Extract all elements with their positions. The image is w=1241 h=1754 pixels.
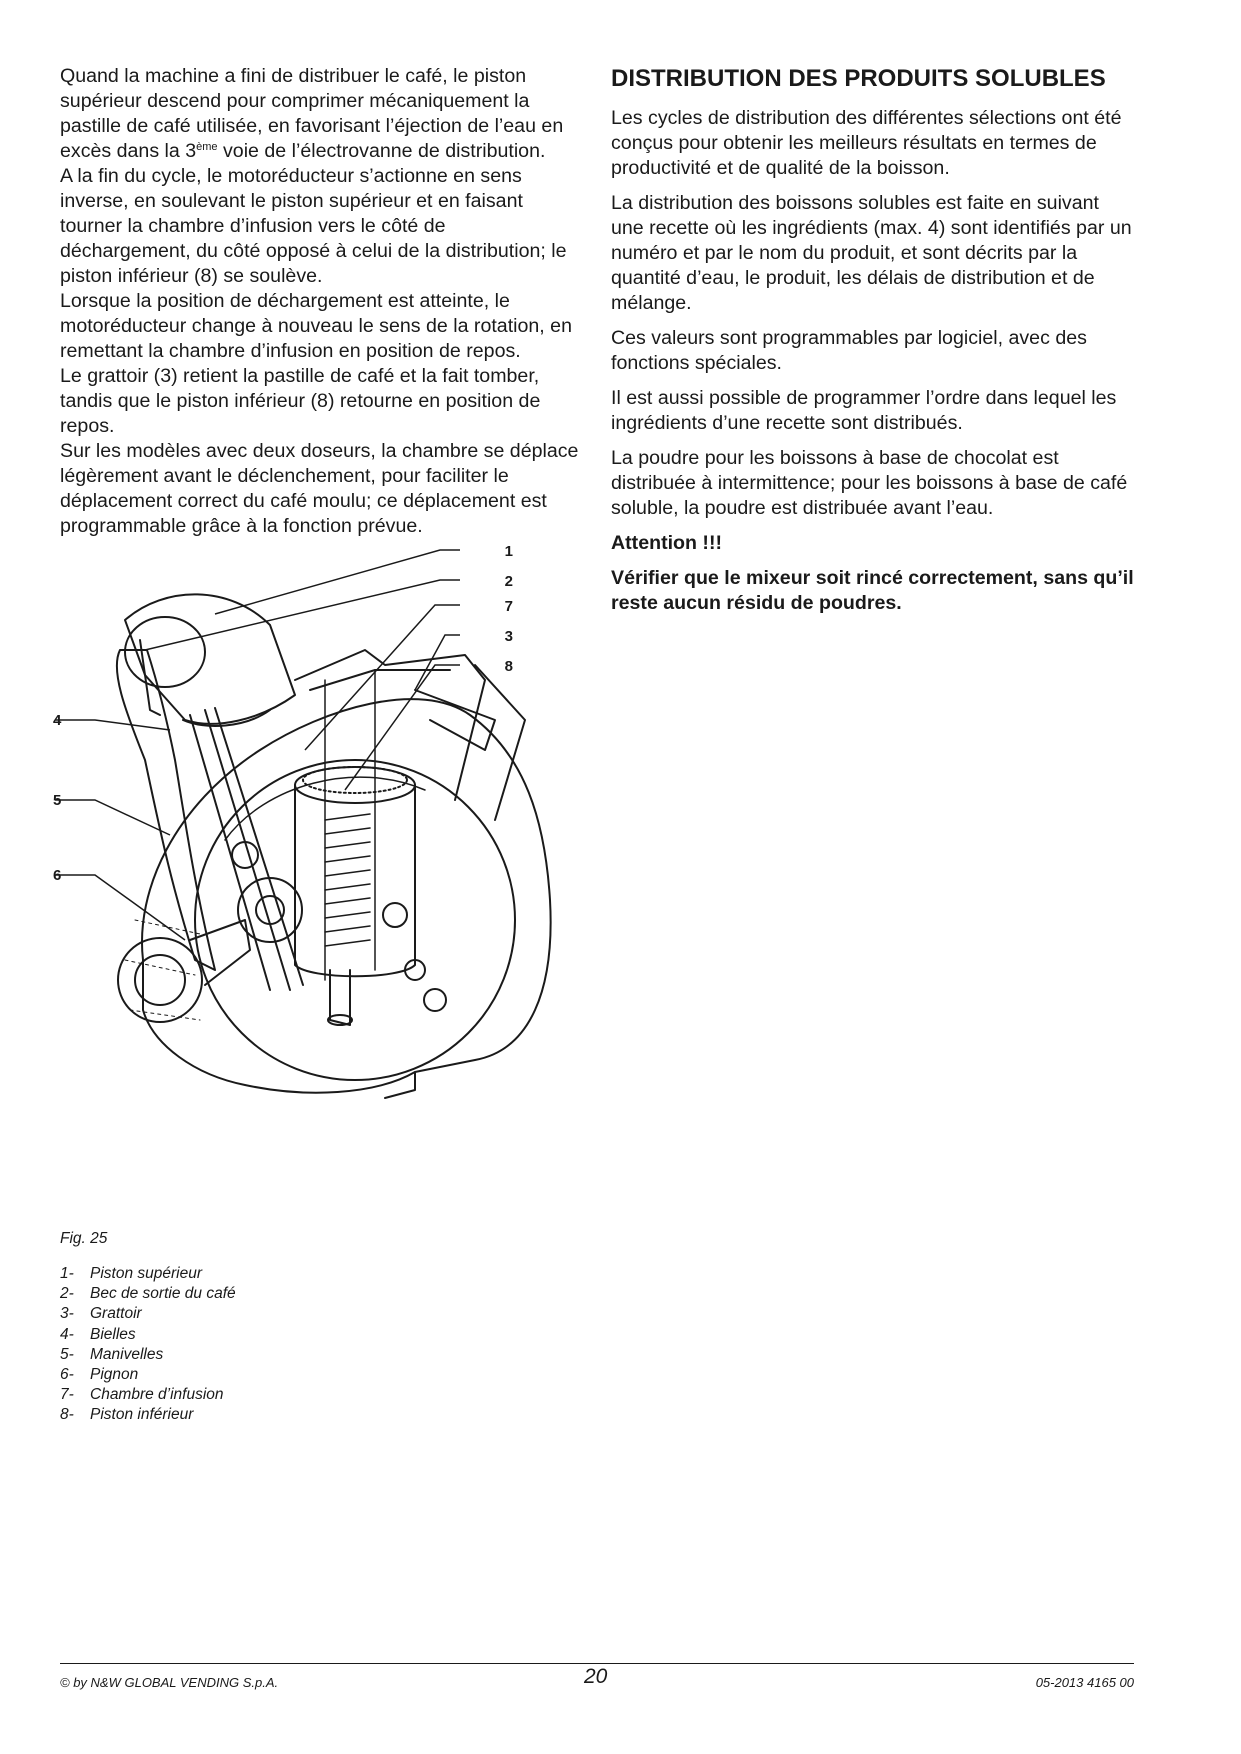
legend-item: 3- Grattoir [60, 1305, 142, 1323]
page-number: 20 [584, 1665, 608, 1688]
legend-item: 1- Piston supérieur [60, 1265, 203, 1282]
paragraph-recipe: La distribution des boissons solubles est faite en suivant une recette où les ingrédients (max. 4) sont identifiés par un numéro et par le nom du produit, et sont décrits par la quantité d’eau, le produit, les délais de distribution et de mélange. [611, 192, 1132, 314]
legend-item: 5- Manivelles [60, 1345, 164, 1363]
figure-legend [60, 1264, 236, 1426]
legend-item: 2- Bec de sortie du café [60, 1285, 236, 1303]
attention-label: Attention !!! [611, 532, 722, 554]
paragraph-two-doser: Sur les modèles avec deux doseurs, la chambre se déplace légèrement avant le déclenchement, pour faciliter le déplacement correct du café moulu; ce déplacement est programmable grâce à la fonction prévue. [60, 440, 579, 537]
paragraph-cycle-end: A la fin du cycle, le motoréducteur s’actionne en sens inverse, en soulevant le piston supérieur et en faisant tourner la chambre d’infusion vers le côté de déchargement, du côté opposé à celui de la distribution; le piston inférieur (8) se soulève. [60, 165, 567, 287]
callout-7: 7 [504, 598, 513, 615]
paragraph-cycles: Les cycles de distribution des différentes sélections ont été conçus pour obtenir les meilleurs résultats en termes de productivité et de qualité de la boisson. [611, 107, 1122, 179]
callout-3: 3 [504, 628, 513, 645]
legend-item: 7- Chambre d’infusion [60, 1386, 224, 1404]
superscript: ème [196, 141, 218, 153]
right-text-column [611, 64, 1136, 626]
footer-divider [60, 1663, 1134, 1664]
legend-item: 8- Piston inférieur [60, 1406, 194, 1424]
legend-item: 6- Pignon [60, 1366, 139, 1384]
warning-text: Vérifier que le mixeur soit rincé correctement, sans qu’il reste aucun résidu de poudres. [611, 567, 1134, 614]
brewing-unit-drawing [53, 543, 555, 1230]
paragraph-compression: Quand la machine a fini de distribuer le café, le piston supérieur descend pour comprimer mécaniquement la pastille de café utilisée, en favorisant l’éjection de l’eau en excès dans la 3ème voie de l’électrovanne de distribution. [60, 65, 564, 162]
callout-5: 5 [53, 792, 62, 809]
figure-caption: Fig. 25 [60, 1230, 108, 1247]
paragraph-discharge: Lorsque la position de déchargement est atteinte, le motoréducteur change à nouveau le sens de la rotation, en remettant la chambre d’infusion en position de repos. [60, 290, 572, 362]
callout-8: 8 [504, 658, 513, 675]
paragraph-order: Il est aussi possible de programmer l’ordre dans lequel les ingrédients d’une recette sont distribués. [611, 387, 1117, 434]
paragraph-scraper: Le grattoir (3) retient la pastille de café et la fait tomber, tandis que le piston inférieur (8) retourne en position de repos. [60, 365, 541, 437]
section-heading: DISTRIBUTION DES PRODUITS SOLUBLES [611, 65, 1106, 92]
footer-copyright: © by N&W GLOBAL VENDING S.p.A. [60, 1675, 279, 1690]
callout-6: 6 [53, 867, 62, 884]
callout-2: 2 [504, 573, 513, 590]
callout-1: 1 [504, 543, 513, 560]
callout-4: 4 [53, 712, 62, 729]
paragraph-programmable: Ces valeurs sont programmables par logiciel, avec des fonctions spéciales. [611, 327, 1087, 374]
legend-item: 4- Bielles [60, 1325, 136, 1343]
left-text-column [60, 64, 580, 539]
footer-doc-code: 05-2013 4165 00 [1035, 1675, 1134, 1690]
paragraph-powder: La poudre pour les boissons à base de chocolat est distribuée à intermittence; pour les boissons à base de café soluble, la poudre est distribuée avant l’eau. [611, 447, 1128, 519]
